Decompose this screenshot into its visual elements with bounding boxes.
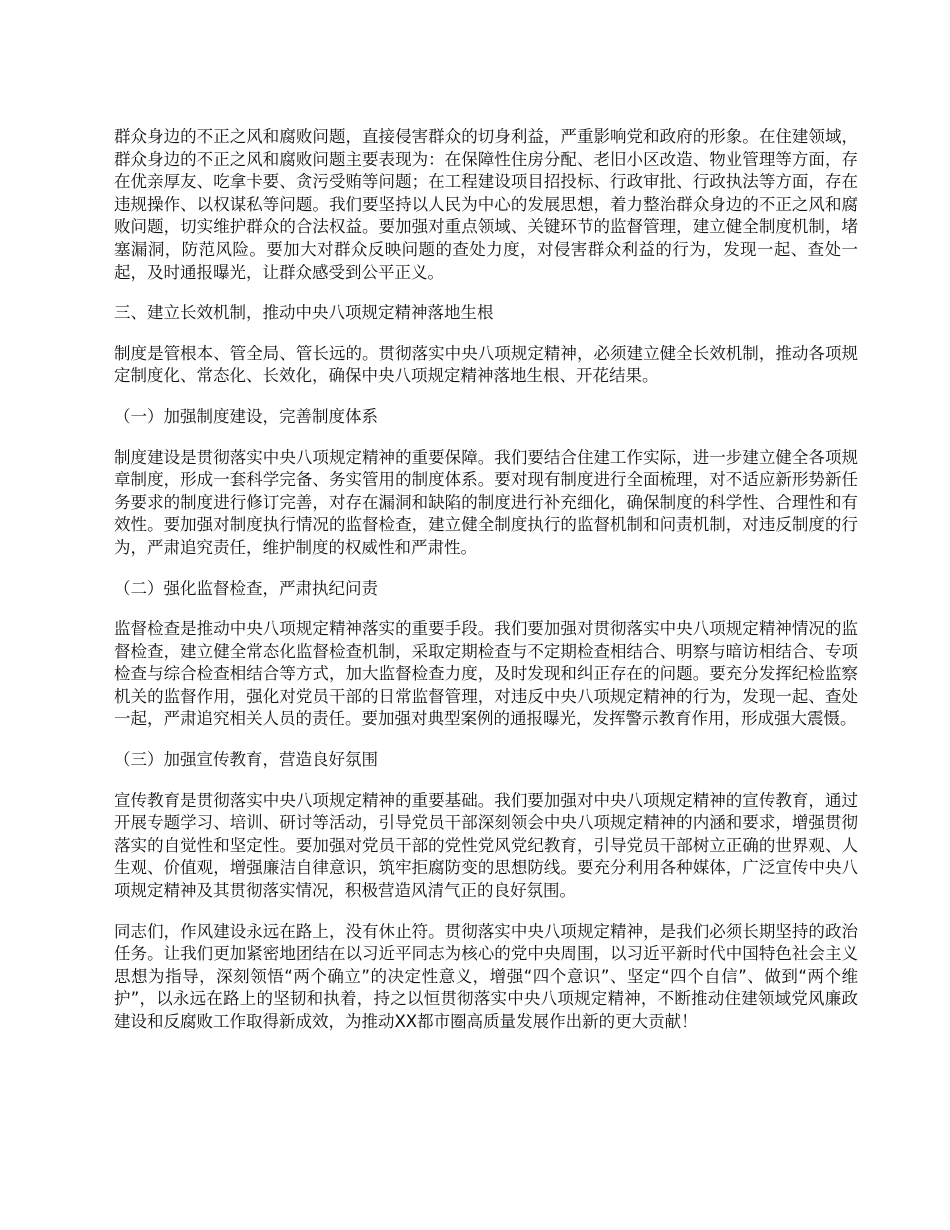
section-heading-3: 三、建立长效机制，推动中央八项规定精神落地生根 xyxy=(114,303,494,323)
paragraph-body-1: 群众身边的不正之风和腐败问题，直接侵害群众的切身利益，严重影响党和政府的形象。在住建领域，群众身边的不正之风和腐败问题主要表现为：在保障性住房分配、老旧小区改造、物业管理等方面，存在优亲厚友、吃拿卡要、贪污受贿等问题；在工程建设项目招投标、行政审批、行政执法等方面，存在违规操作、以权谋私等问题。我们要坚持以人民为中心的发展思想，着力整治群众身边的不正之风和腐败问题，切实维护群众的合法权益。要加强对重点领域、关键环节的监督管理，建立健全制度机制，堵塞漏洞，防范风险。要加大对群众反映问题的查处力度，对侵害群众利益的行为，发现一起、查处一起，及时通报曝光，让群众感受到公平正义。 xyxy=(114,127,858,282)
subsection-heading-3: （三）加强宣传教育，营造良好氛围 xyxy=(114,750,378,770)
paragraph-body-2: 制度是管根本、管全局、管长远的。贯彻落实中央八项规定精神，必须建立健全长效机制，推动各项规定制度化、常态化、长效化，确保中央八项规定精神落地生根、开花结果。 xyxy=(114,343,858,386)
subsection-heading-1: （一）加强制度建设，完善制度体系 xyxy=(114,406,378,426)
paragraph-body-3: 制度建设是贯彻落实中央八项规定精神的重要保障。我们要结合住建工作实际，进一步建立健全各项规章制度，形成一套科学完备、务实管用的制度体系。要对现有制度进行全面梳理，对不适应新形势新任务要求的制度进行修订完善，对存在漏洞和缺陷的制度进行补充细化，确保制度的科学性、合理性和有效性。要加强对制度执行情况的监督检查，建立健全制度执行的监督机制和问责机制，对违反制度的行为，严肃追究责任，维护制度的权威性和严肃性。 xyxy=(114,447,858,557)
subsection-heading-2: （二）强化监督检查，严肃执纪问责 xyxy=(114,578,378,598)
paragraph-body-5: 宣传教育是贯彻落实中央八项规定精神的重要基础。我们要加强对中央八项规定精神的宣传教育，通过开展专题学习、培训、研讨等活动，引导党员干部深刻领会中央八项规定精神的内涵和要求，增强贯彻落实的自觉性和坚定性。要加强对党员干部的党性党风党纪教育，引导党员干部树立正确的世界观、人生观、价值观，增强廉洁自律意识，筑牢拒腐防变的思想防线。要充分利用各种媒体，广泛宣传中央八项规定精神及其贯彻落实情况，积极营造风清气正的良好氛围。 xyxy=(114,790,858,901)
paragraph-body-4: 监督检查是推动中央八项规定精神落实的重要手段。我们要加强对贯彻落实中央八项规定精神情况的监督检查，建立健全常态化监督检查机制，采取定期检查与不定期检查相结合、明察与暗访相结合、专项检查与综合检查相结合等方式，加大监督检查力度，及时发现和纠正存在的问题。要充分发挥纪检监察机关的监督作用，强化对党员干部的日常监督管理，对违反中央八项规定精神的行为，发现一起、查处一起，严肃追究相关人员的责任。要加强对典型案例的通报曝光，发挥警示教育作用，形成强大震慑。 xyxy=(114,619,858,729)
paragraph-closing: 同志们，作风建设永远在路上，没有休止符。贯彻落实中央八项规定精神，是我们必须长期坚持的政治任务。让我们更加紧密地团结在以习近平同志为核心的党中央周围，以习近平新时代中国特色社会主义思想为指导，深刻领悟“两个确立”的决定性意义，增强“四个意识”、坚定“四个自信”、做到“两个维护”，以永远在路上的坚韧和执着，持之以恒贯彻落实中央八项规定精神，不断推动住建领域党风廉政建设和反腐败工作取得新成效，为推动XX都市圈高质量发展作出新的更大贡献！ xyxy=(114,921,858,1031)
document-page xyxy=(114,126,858,1052)
